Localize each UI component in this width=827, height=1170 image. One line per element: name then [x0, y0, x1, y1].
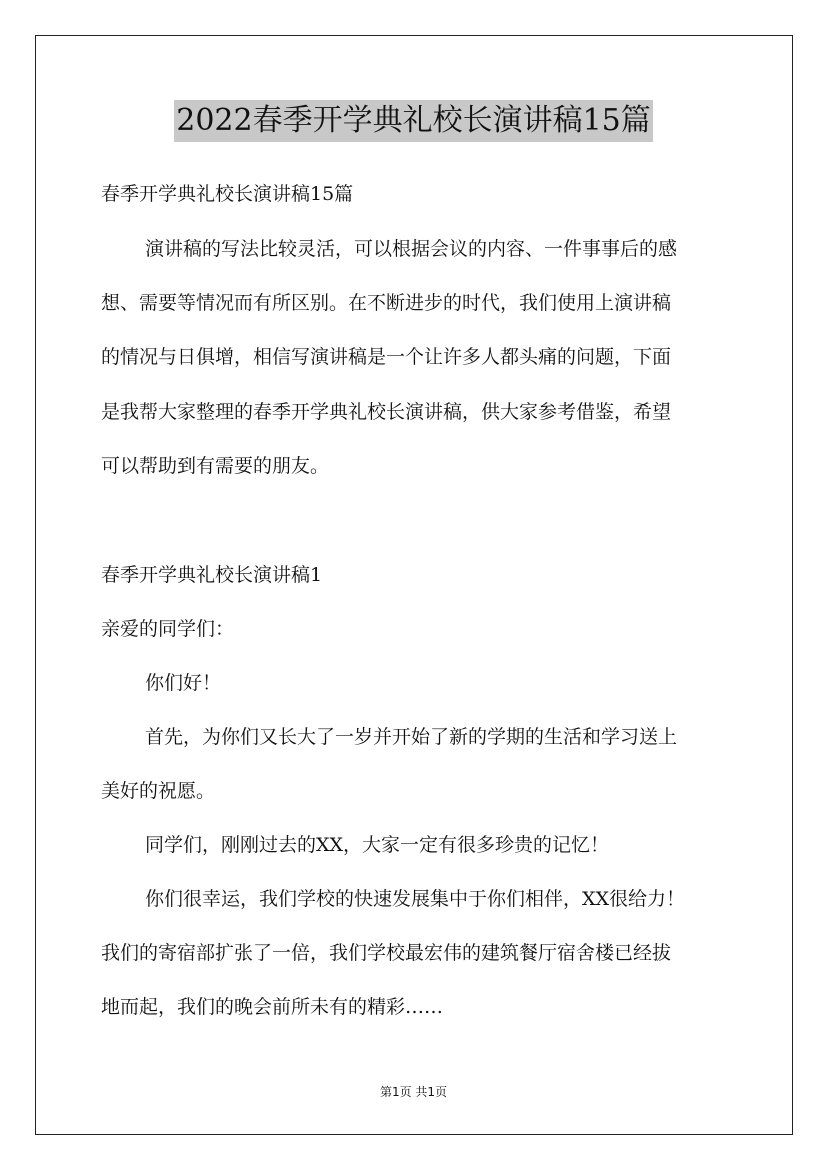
body-line: 地而起，我们的晚会前所未有的精彩…… [101, 996, 444, 1018]
section-heading: 春季开学典礼校长演讲稿1 [101, 564, 323, 586]
intro-line: 是我帮大家整理的春季开学典礼校长演讲稿，供大家参考借鉴，希望 [101, 401, 672, 423]
body-line: 美好的祝愿。 [101, 780, 216, 802]
document-title-container [0, 100, 827, 142]
document-title: 2022春季开学典礼校长演讲稿15篇 [174, 100, 653, 142]
document-subtitle: 春季开学典礼校长演讲稿15篇 [101, 183, 354, 205]
greeting: 你们好！ [145, 672, 222, 694]
intro-line: 的情况与日俱增，相信写演讲稿是一个让许多人都头痛的问题，下面 [101, 346, 672, 368]
intro-line: 演讲稿的写法比较灵活，可以根据会议的内容、一件事事后的感 [145, 238, 678, 260]
page-number-footer: 第1页 共1页 [379, 1085, 448, 1099]
body-line: 首先，为你们又长大了一岁并开始了新的学期的生活和学习送上 [145, 726, 678, 748]
salutation: 亲爱的同学们： [101, 618, 235, 640]
body-line: 你们很幸运，我们学校的快速发展集中于你们相伴，XX很给力！ [145, 888, 686, 910]
body-line: 同学们，刚刚过去的XX，大家一定有很多珍贵的记忆！ [145, 834, 610, 856]
intro-line: 可以帮助到有需要的朋友。 [101, 455, 330, 477]
body-line: 我们的寄宿部扩张了一倍，我们学校最宏伟的建筑餐厅宿舍楼已经拔 [101, 942, 672, 964]
intro-line: 想、需要等情况而有所区别。在不断进步的时代，我们使用上演讲稿 [101, 292, 672, 314]
